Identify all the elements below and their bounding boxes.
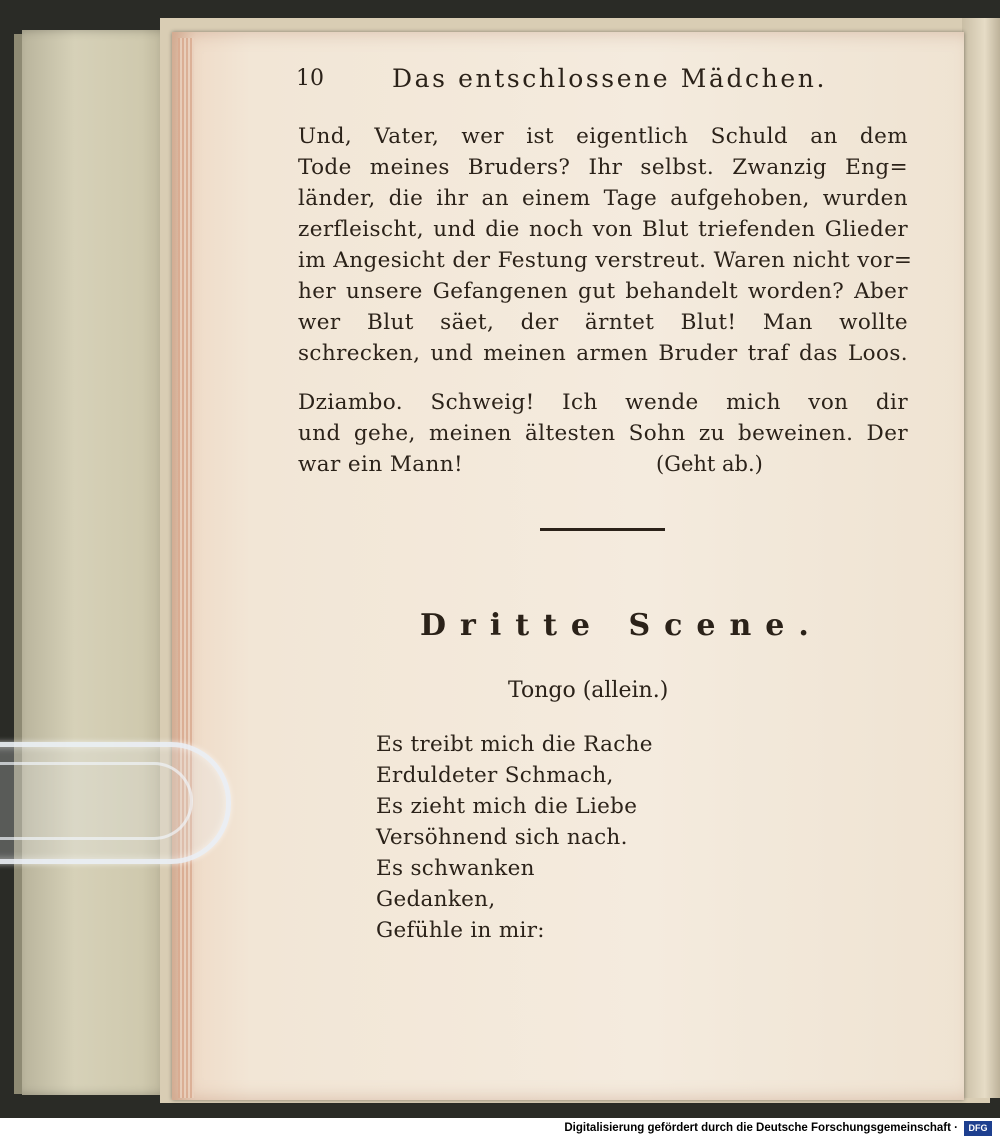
scene-title: Dritte Scene. [420, 608, 823, 643]
dfg-logo: DFG [964, 1121, 992, 1136]
footer-bar [0, 1118, 1000, 1140]
paragraph-1-line: zerfleischt, und die noch von Blut triefenden Glieder [298, 217, 908, 242]
verse-line: Es zieht mich die Liebe [376, 794, 638, 819]
running-head: Das entschlossene Mädchen. [392, 64, 827, 93]
paragraph-1-line: Tode meines Bruders? Ihr selbst. Zwanzig Eng= [298, 155, 908, 180]
page-number: 10 [296, 66, 324, 91]
paragraph-1-line: länder, die ihr an einem Tage aufgehoben, wurden [298, 186, 908, 211]
speaker-name: Tongo (allein.) [508, 678, 669, 703]
paragraph-1-line: im Angesicht der Festung verstreut. Waren nicht vor= [298, 248, 913, 273]
verse-line: Versöhnend sich nach. [376, 825, 628, 850]
paragraph-1-line: wer Blut säet, der ärntet Blut! Man wollte [298, 310, 908, 335]
page-holder-clip-inner [0, 762, 193, 840]
section-rule [540, 528, 665, 531]
verse-line: Erduldeter Schmach, [376, 763, 614, 788]
paragraph-2-line: und gehe, meinen ältesten Sohn zu beweinen. Der [298, 421, 908, 446]
paragraph-1-line: Und, Vater, wer ist eigentlich Schuld an dem [298, 124, 908, 149]
page-gutter [178, 38, 194, 1098]
paragraph-1-line: her unsere Gefangenen gut behandelt worden? Aber [298, 279, 908, 304]
paragraph-1-line: schrecken, und meinen armen Bruder traf das Loos. [298, 341, 908, 366]
stage-direction: (Geht ab.) [656, 452, 763, 476]
paragraph-2-line: Dziambo. Schweig! Ich wende mich von dir [298, 390, 908, 415]
verse-line: Gefühle in mir: [376, 918, 545, 943]
verse-line: Es treibt mich die Rache [376, 732, 653, 757]
cover-board [22, 30, 172, 1095]
verse-line: Gedanken, [376, 887, 496, 912]
verse-line: Es schwanken [376, 856, 535, 881]
footer-credit: Digitalisierung gefördert durch die Deutsche Forschungsgemeinschaft · [564, 1122, 958, 1134]
paragraph-2-line: war ein Mann! [298, 452, 463, 477]
facing-page-edge [962, 18, 1000, 1098]
